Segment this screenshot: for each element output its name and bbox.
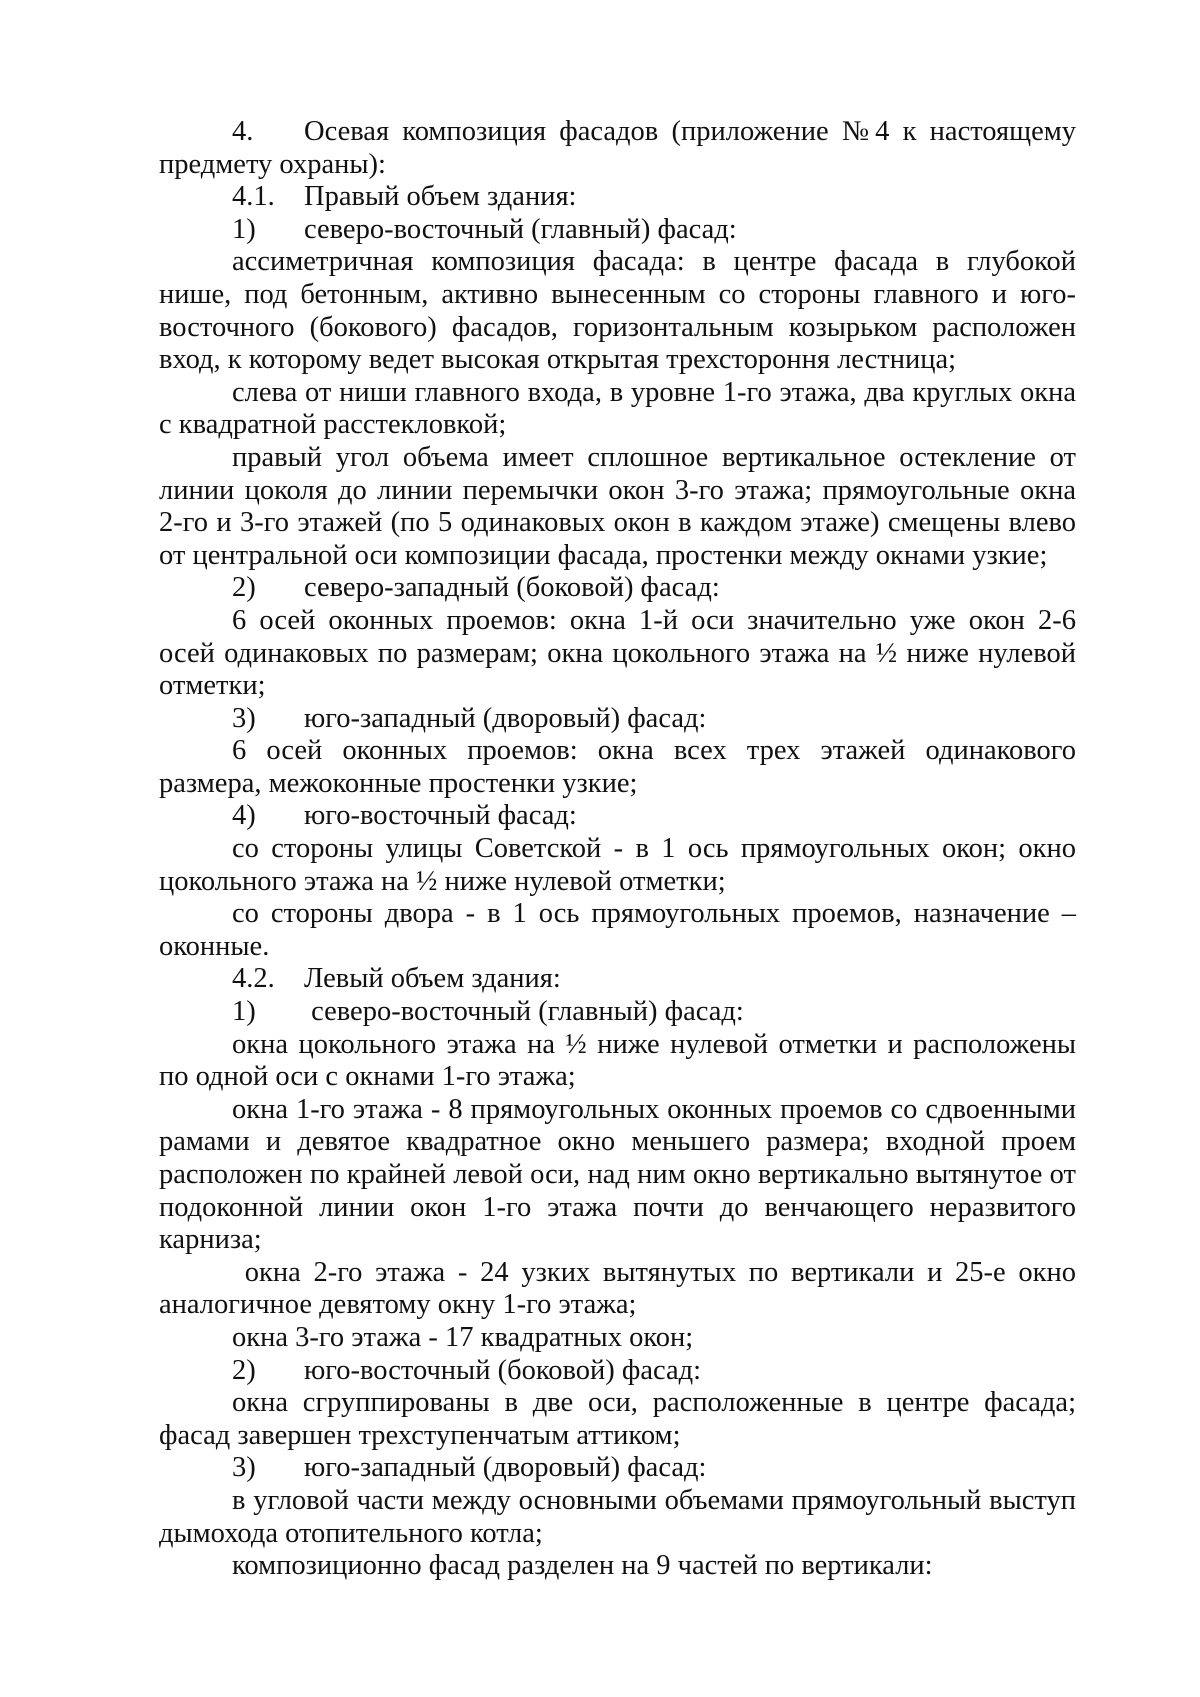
left-facade-3-paragraph-1: в угловой части между основными объемами прямоугольный выступ дымохода отопительного котла; xyxy=(159,1484,1076,1549)
document-body xyxy=(159,116,1084,1583)
right-facade-1-title: северо-восточный (главный) фасад: xyxy=(304,213,737,245)
right-facade-3-title: юго-западный (дворовый) фасад: xyxy=(304,702,707,734)
left-facade-2-heading xyxy=(159,1355,1076,1388)
right-facade-4-heading xyxy=(159,800,1076,833)
section-4-title: Осевая композиция фасадов (приложение №4 к настоящему предмету охраны): xyxy=(159,116,1076,180)
left-facade-2-number: 2) xyxy=(232,1354,256,1386)
right-facade-1-paragraph-1: ассиметричная композиция фасада: в центре фасада в глубокой нише, под бетонным, активно вынесенным со стороны главного и юго-восточного (бокового) фасадов, горизонтальным козырьком расположен вход, к которому ведет высокая открытая трехстороння лестница; xyxy=(159,246,1076,376)
section-4-2-heading xyxy=(159,963,1076,996)
left-facade-1-paragraph-1: окна цокольного этажа на ½ ниже нулевой отметки и расположены по одной оси с окнами 1-го этажа; xyxy=(159,1028,1076,1093)
left-facade-3-heading xyxy=(159,1452,1076,1485)
section-4-1-heading xyxy=(159,181,1076,214)
right-facade-2-number: 2) xyxy=(232,572,256,604)
right-facade-2-heading xyxy=(159,572,1076,605)
right-facade-3-paragraph-1: 6 осей оконных проемов: окна всех трех этажей одинакового размера, межоконные простенки узкие; xyxy=(159,735,1076,799)
left-facade-3-title: юго-западный (дворовый) фасад: xyxy=(304,1452,707,1484)
right-facade-4-number: 4) xyxy=(232,800,256,832)
right-facade-1-heading xyxy=(159,214,1076,247)
left-facade-1-number: 1) xyxy=(232,996,256,1028)
section-4-number: 4. xyxy=(232,116,254,147)
right-facade-1-paragraph-2: слева от ниши главного входа, в уровне 1-го этажа, два круглых окна с квадратной расстекловкой; xyxy=(159,376,1076,441)
left-facade-1-paragraph-2: окна 1-го этажа - 8 прямоугольных оконных проемов со сдвоенными рамами и девятое квадратное окно меньшего размера; входной проем расположен по крайней левой оси, над ним окно вертикально вытянутое от подоконной линии окон 1-го этажа почти до венчающего неразвитого карниза; xyxy=(159,1093,1076,1256)
left-facade-1-paragraph-3: окна 2-го этажа - 24 узких вытянутых по вертикали и 25-е окно аналогичное девятому окну 1-го этажа; xyxy=(159,1256,1084,1321)
left-facade-1-heading xyxy=(159,996,1076,1029)
section-4-heading xyxy=(159,116,1076,181)
right-facade-2-paragraph-1: 6 осей оконных проемов: окна 1-й оси значительно уже окон 2-6 осей одинаковых по размерам; окна цокольного этажа на ½ ниже нулевой отметки; xyxy=(159,604,1076,702)
section-4-1-number: 4.1. xyxy=(232,181,275,213)
left-facade-3-number: 3) xyxy=(232,1452,256,1484)
right-facade-1-paragraph-3: правый угол объема имеет сплошное вертикальное остекление от линии цоколя до линии перемычки окон 3-го этажа; прямоугольные окна 2-го и 3-го этажей (по 5 одинаковых окон в каждом этаже) смещены влево от центральной оси композиции фасада, простенки между окнами узкие; xyxy=(159,441,1076,571)
right-facade-4-paragraph-1: со стороны улицы Советской - в 1 ось прямоугольных окон; окно цокольного этажа на ½ ниже нулевой отметки; xyxy=(159,833,1076,897)
right-facade-3-heading xyxy=(159,703,1076,736)
right-facade-3-number: 3) xyxy=(232,702,256,734)
right-facade-2-title: северо-западный (боковой) фасад: xyxy=(304,572,720,604)
left-facade-1-title: северо-восточный (главный) фасад: xyxy=(304,996,744,1028)
left-facade-3-paragraph-2: композиционно фасад разделен на 9 частей по вертикали: xyxy=(232,1550,933,1582)
right-facade-4-paragraph-2: со стороны двора - в 1 ось прямоугольных проемов, назначение – оконные. xyxy=(159,898,1076,962)
right-facade-1-number: 1) xyxy=(232,213,256,245)
right-facade-4-title: юго-восточный фасад: xyxy=(304,800,577,832)
left-facade-2-paragraph-1: окна сгруппированы в две оси, расположенные в центре фасада; фасад завершен трехступенчатым аттиком; xyxy=(159,1387,1076,1451)
section-4-2-title: Левый объем здания: xyxy=(304,963,561,995)
section-4-2-number: 4.2. xyxy=(232,963,275,995)
left-facade-1-paragraph-4: окна 3-го этажа - 17 квадратных окон; xyxy=(232,1321,694,1353)
left-facade-2-title: юго-восточный (боковой) фасад: xyxy=(304,1354,702,1386)
section-4-1-title: Правый объем здания: xyxy=(304,181,577,213)
